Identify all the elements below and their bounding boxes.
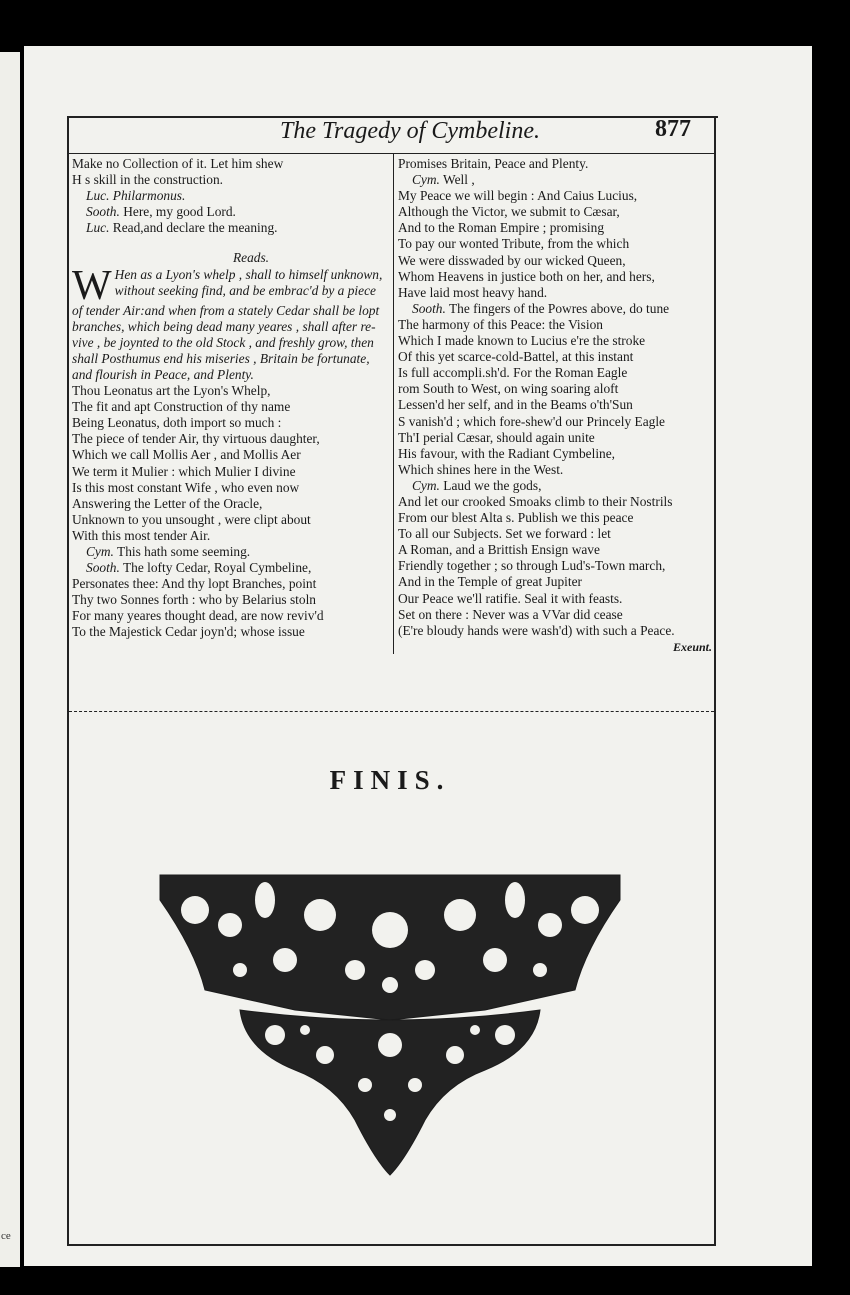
left-column [72, 156, 390, 641]
speech-text: Well , [443, 172, 475, 188]
text-line: Is this most constant Wife , who even now [72, 479, 300, 495]
speaker-name: Cym. [86, 543, 114, 559]
speech-line [72, 544, 390, 560]
text-line: The piece of tender Air, thy virtuous daughter, [72, 431, 320, 447]
section-divider [69, 711, 714, 712]
speech-line [398, 172, 716, 188]
speech-line [72, 560, 390, 576]
text-line: (E're bloudy hands were wash'd) with such a Peace. [398, 622, 675, 638]
text-line: And to the Roman Empire ; promising [398, 220, 605, 236]
speech-line [72, 204, 390, 220]
running-title: The Tragedy of Cymbeline. [280, 118, 540, 144]
text-line: And let our crooked Smoaks climb to their Nostrils [398, 493, 673, 509]
header-rule-bottom [67, 153, 716, 154]
adjacent-page-edge [0, 52, 20, 1267]
right-column [398, 156, 716, 655]
text-line: To the Majestick Cedar joyn'd; whose issue [72, 624, 305, 640]
text-line: Being Leonatus, doth import so much : [72, 415, 282, 431]
ornament-tailpiece [155, 870, 625, 1180]
stage-direction-exeunt: Exeunt. [672, 639, 712, 654]
speech-line [72, 220, 390, 236]
text-line: A Roman, and a Brittish Ensign wave [398, 542, 600, 558]
text-line: The fit and apt Construction of thy name [72, 399, 291, 415]
speech-line [398, 478, 716, 494]
column-divider [393, 154, 394, 654]
oracle-text [72, 262, 390, 383]
speech-line [72, 188, 390, 204]
text-line: From our blest Alta s. Publish we this peace [398, 510, 634, 526]
oracle-line: of tender Air:and when from a stately Cedar shall be lopt [72, 302, 380, 318]
speech-text: The fingers of the Powres above, do tune [448, 300, 670, 316]
text-line: rom South to West, on wing soaring aloft [398, 381, 619, 397]
text-line: Thou Leonatus art the Lyon's Whelp, [72, 383, 271, 399]
text-line: Which I made known to Lucius e're the stroke [398, 333, 646, 349]
text-line: And in the Temple of great Jupiter [398, 574, 583, 590]
text-line: Answering the Letter of the Oracle, [72, 495, 263, 511]
text-line: We term it Mulier : which Mulier I divine [72, 463, 296, 479]
text-line: The harmony of this Peace: the Vision [398, 316, 603, 332]
finis-heading: FINIS. [329, 765, 451, 795]
text-line: Friendly together ; so through Lud's-Town march, [398, 558, 666, 574]
text-line: Our Peace we'll ratifie. Seal it with feasts. [398, 590, 623, 606]
text-line: We were disswaded by our wicked Queen, [398, 252, 626, 268]
speaker-name: Cym. [412, 477, 440, 493]
oracle-line: vive , be joynted to the old Stock , and freshly grow, then [72, 334, 374, 350]
text-line: Which shines here in the West. [398, 461, 564, 477]
text-line: Make no Collection of it. Let him shew [72, 156, 284, 171]
text-line: For many yeares thought dead, are now reviv'd [72, 608, 324, 624]
stage-direction-reads: Reads. [232, 250, 270, 266]
speech-text: Laud we the gods, [443, 477, 542, 493]
speech-text: The lofty Cedar, Royal Cymbeline, [122, 560, 312, 576]
page-number: 877 [655, 116, 691, 142]
text-line: Whom Heavens in justice both on her, and hers, [398, 268, 655, 284]
text-line: Lessen'd her self, and in the Beams o'th'Sun [398, 397, 633, 413]
text-line: Is full accompli.sh'd. For the Roman Eagle [398, 365, 628, 381]
speech-text: This hath some seeming. [117, 543, 251, 559]
oracle-line: and flourish in Peace, and Plenty. [72, 366, 254, 382]
text-line: Have laid most heavy hand. [398, 284, 548, 300]
oracle-line: shall Posthumus end his miseries , Britain be fortunate, [72, 350, 370, 366]
text-line: My Peace we will begin : And Caius Lucius, [398, 188, 638, 204]
speech-text: Read,and declare the meaning. [112, 220, 278, 236]
text-line: To all our Subjects. Set we forward : let [398, 526, 611, 542]
oracle-line: branches, which being dead many yeares , shall after re- [72, 318, 376, 334]
oracle-line: without seeking find, and be embrac'd by a piece [114, 282, 376, 298]
speaker-name: Luc. [86, 220, 110, 236]
text-line: Set on there : Never was a VVar did cease [398, 606, 623, 622]
speech-text: Here, my good Lord. [123, 204, 236, 220]
text-line: Although the Victor, we submit to Cæsar, [398, 204, 620, 220]
text-line: H s skill in the construction. [72, 172, 224, 188]
text-line: Promises Britain, Peace and Plenty. [398, 156, 589, 171]
text-line: To pay our wonted Tribute, from the which [398, 236, 630, 252]
speaker-name: Sooth. [86, 560, 120, 576]
text-line: Thy two Sonnes forth : who by Belarius stoln [72, 592, 316, 608]
adjacent-page-fragment: ce [1, 1230, 11, 1242]
text-line: With this most tender Air. [72, 527, 211, 543]
oracle-line: Hen as a Lyon's whelp , shall to himself unknown, [114, 266, 383, 282]
text-line: Personates thee: And thy lopt Branches, point [72, 576, 317, 592]
text-line: Of this yet scarce-cold-Battel, at this instant [398, 349, 634, 365]
text-line: Th'I perial Cæsar, should again unite [398, 429, 595, 445]
speech-line [398, 301, 716, 317]
speaker-name: Sooth. [412, 300, 446, 316]
drop-cap: W [72, 262, 112, 309]
text-line: Which we call Mollis Aer , and Mollis Aer [72, 447, 301, 463]
speech-text: Philarmonus. [112, 188, 186, 204]
text-line: His favour, with the Radiant Cymbeline, [398, 445, 616, 461]
text-line: S vanish'd ; which fore-shew'd our Princely Eagle [398, 413, 665, 429]
text-line: Unknown to you unsought , were clipt about [72, 511, 311, 527]
speaker-name: Cym. [412, 172, 440, 188]
speaker-name: Luc. [86, 188, 110, 204]
speaker-name: Sooth. [86, 204, 120, 220]
